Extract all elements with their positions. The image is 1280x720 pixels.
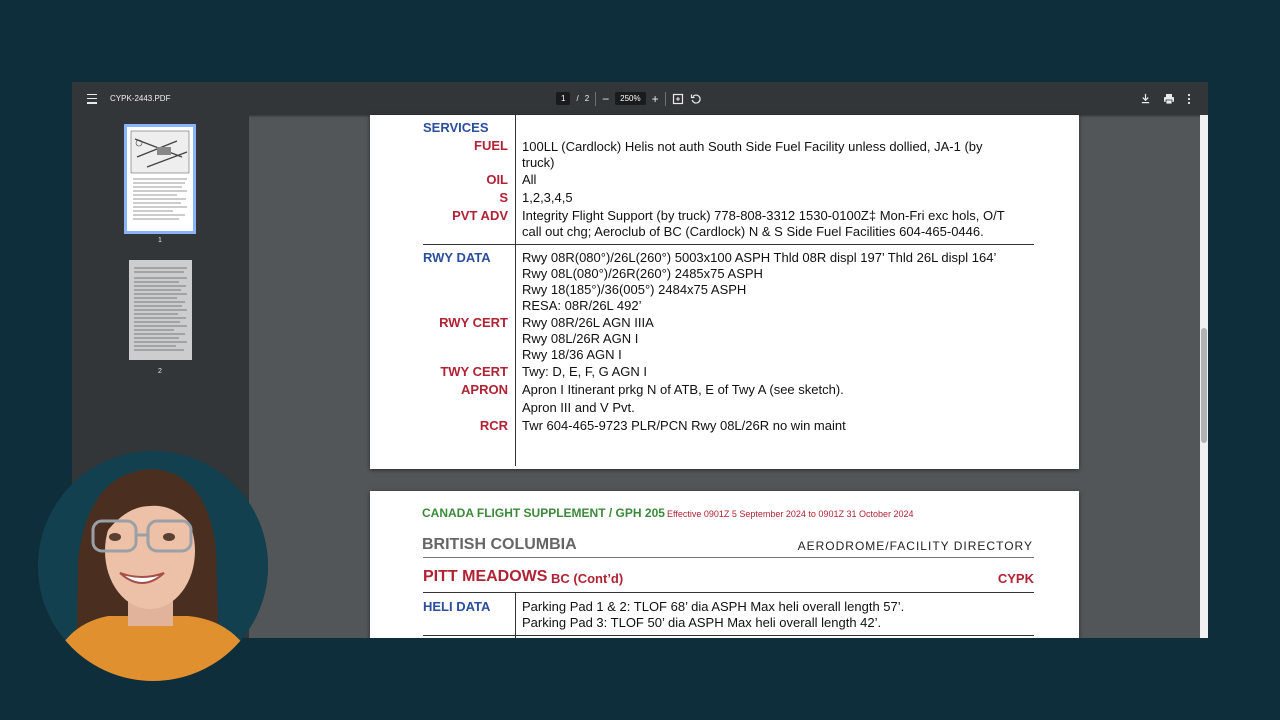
section-rule [423,244,1034,245]
vertical-scrollbar[interactable] [1200,115,1208,638]
table-divider [515,115,516,466]
page-thumbnail-2[interactable] [129,260,192,360]
oil-value: All [522,172,537,187]
rwy-cert-line: Rwy 08L/26R AGN I [522,331,639,346]
pvt-adv-value-cont: call out chg; Aeroclub of BC (Cardlock) N & S Side Fuel Facilities 604-465-0446. [522,224,984,239]
field-label-rcr: RCR [479,418,508,433]
field-label-fuel: FUEL [474,138,508,153]
section-label-heli-data: HELI DATA [423,599,491,614]
rcr-value: Twr 604-465-9723 PLR/PCN Rwy 08L/26R no win maint [522,418,846,433]
scrollbar-thumb[interactable] [1201,328,1207,443]
pdf-toolbar [72,82,1208,115]
zoom-in-icon[interactable]: + [651,91,659,106]
effective-dates: Effective 0901Z 5 September 2024 to 0901Z 31 October 2024 [667,509,914,519]
rwy-data-line: RESA: 08R/26L 492’ [522,298,642,313]
toolbar-divider [595,92,596,106]
aerodrome-suffix: BC (Cont’d) [551,571,624,586]
twy-cert-value: Twy: D, E, F, G AGN I [522,364,647,379]
zoom-out-icon[interactable]: − [602,91,610,106]
menu-icon[interactable] [85,92,99,106]
apron-value: Apron I Itinerant prkg N of ATB, E of Twy A (see sketch). [522,382,844,397]
aerodrome-name: PITT MEADOWS [423,568,548,585]
download-icon[interactable] [1140,93,1151,104]
field-label-pvt-adv: PVT ADV [452,208,508,223]
field-label-oil: OIL [486,172,508,187]
section-rule [423,635,1034,636]
page-separator: / [576,94,579,103]
zoom-input[interactable]: 250% [615,92,645,105]
rwy-cert-line: Rwy 08R/26L AGN IIIA [522,315,654,330]
webcam-overlay [38,451,268,681]
province-heading: BRITISH COLUMBIA [422,536,577,553]
heli-data-line: Parking Pad 3: TLOF 50’ dia ASPH Max heli overall length 42’. [522,615,882,630]
rwy-cert-line: Rwy 18/36 AGN I [522,347,622,362]
heading-rule [423,557,1034,558]
rwy-data-line: Rwy 18(185°)/36(005°) 2484x75 ASPH [522,282,747,297]
rwy-data-line: Rwy 08L(080°)/26R(260°) 2485x75 ASPH [522,266,763,281]
toolbar-divider [665,92,666,106]
page-number-input[interactable]: 1 [556,92,570,105]
heli-data-line: Parking Pad 1 & 2: TLOF 68’ dia ASPH Max heli overall length 57’. [522,599,905,614]
fit-page-icon[interactable] [672,93,684,105]
field-label-s: S [499,190,508,205]
fuel-value: 100LL (Cardlock) Helis not auth South Side Fuel Facility unless dollied, JA-1 (by [522,139,983,154]
directory-heading: AERODROME/FACILITY DIRECTORY [797,539,1033,553]
rotate-icon[interactable] [690,93,702,105]
s-value: 1,2,3,4,5 [522,190,573,205]
thumbnail-label: 2 [158,368,162,375]
thumbnail-label: 1 [158,237,162,244]
pvt-adv-value: Integrity Flight Support (by truck) 778-808-3312 1530-0100Z‡ Mon-Fri exc hols, O/T [522,208,1005,223]
section-label-services: SERVICES [423,120,489,135]
page-thumbnail-1[interactable] [127,127,193,231]
supplement-title: CANADA FLIGHT SUPPLEMENT / GPH 205 [422,506,665,520]
more-icon[interactable] [1187,93,1191,105]
aerodrome-ident: CYPK [997,571,1034,586]
field-label-rwy-cert: RWY CERT [439,315,508,330]
pdf-page-2 [370,491,1079,638]
field-label-apron: APRON [461,382,508,397]
document-title: CYPK-2443.PDF [110,94,171,103]
rwy-data-line: Rwy 08R(080°)/26L(260°) 5003x100 ASPH Thld 08R displ 197’ Thld 26L displ 164’ [522,250,997,265]
field-label-twy-cert: TWY CERT [440,364,508,379]
section-label-rwy-data: RWY DATA [423,250,491,265]
pdf-page-1 [370,115,1079,469]
page-total: 2 [584,94,590,103]
print-icon[interactable] [1163,93,1175,105]
fuel-value-cont: truck) [522,155,555,170]
apron-value-cont: Apron III and V Pvt. [522,400,635,415]
table-divider [515,593,516,638]
